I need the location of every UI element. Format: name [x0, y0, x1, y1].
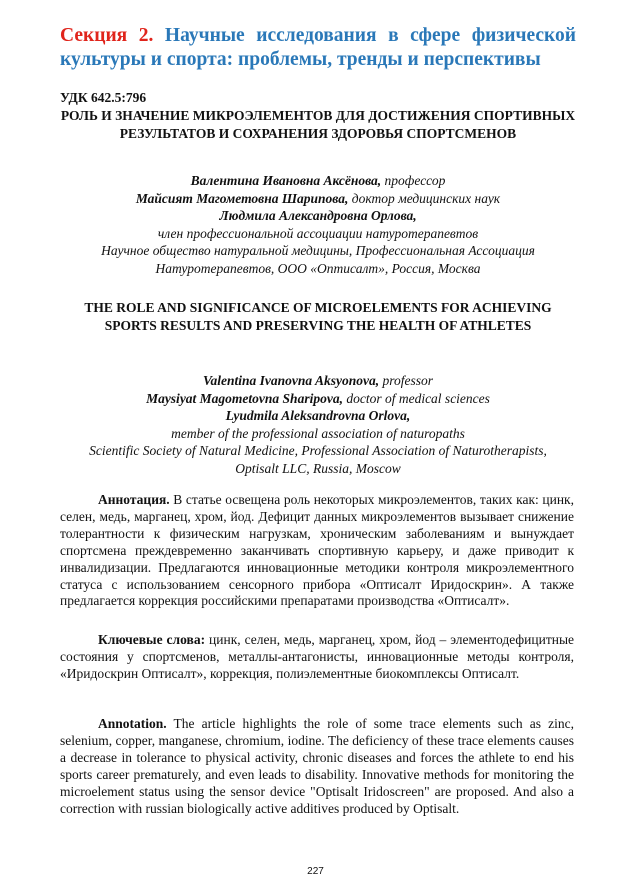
affiliation: Научное общество натуральной медицины, Профессиональная Ассоциация: [101, 243, 535, 258]
author-name: Valentina Ivanovna Aksyonova,: [202, 373, 380, 388]
author-name: Maysiyat Magometovna Sharipova,: [146, 390, 343, 406]
affiliation: Scientific Society of Natural Medicine, Professional Association of Naturotherapists,: [89, 443, 547, 458]
author-title: член профессиональной ассоциации натуротерапевтов: [157, 225, 479, 241]
author-name: Lyudmila Aleksandrovna Orlova,: [225, 408, 411, 423]
abstract-en: [60, 716, 574, 817]
article-title-en: THE ROLE AND SIGNIFICANCE OF MICROELEMENTS FOR ACHIEVING SPORTS RESULTS AND PRESERVING THE HEALTH OF ATHLETES: [84, 300, 552, 333]
author-line: [60, 372, 576, 390]
authors-block-en: [60, 372, 576, 477]
udc-code: УДК 642.5:796: [60, 90, 147, 105]
author-title: professor: [379, 373, 434, 388]
abstract-text: В статье освещена роль некоторых микроэлементов, таких как: цинк, селен, медь, марганец, хром, йод. Дефицит данных микроэлементов вызывает снижение толерантности к физическим нагрузкам, хроническим заболеваниям и вынуждает спортсмена преждевременно заканчивать спортивную карьеру, и даже приводит к инвалидизации. Предлагаются инновационные методики контроля микроэлементного статуса с использованием сенсорного прибора «Оптисалт Иридоскрин». А также предлагается коррекция российскими препаратами производства «Оптисалт».: [60, 492, 574, 609]
author-title: доктор медицинских наук: [348, 190, 501, 206]
keywords-label: Ключевые слова:: [98, 632, 206, 647]
section-heading: [60, 24, 576, 72]
keywords-ru: [60, 632, 574, 683]
keywords-text: цинк, селен, медь, марганец, хром, йод – элементодефицитные состояния у спортсменов, металлы-антагонисты, инновационные методы контроля, «Иридоскрин Оптисалт», коррекция, полиэлементные биокомплексы Оптисалт.: [60, 632, 575, 681]
author-line: [60, 172, 576, 190]
author-name: Майсият Магометовна Шарипова,: [135, 190, 349, 206]
author-title: профессор: [381, 173, 446, 188]
authors-block-ru: [60, 172, 576, 277]
affiliation: Optisalt LLC, Russia, Moscow: [235, 460, 401, 476]
section-title: Научные исследования в сфере физической культуры и спорта: проблемы, тренды и перспективы: [60, 25, 577, 70]
page-number: 227: [307, 866, 324, 877]
author-name: Валентина Ивановна Аксёнова,: [190, 173, 382, 188]
section-number: Секция 2.: [60, 25, 154, 46]
abstract-label: Аннотация.: [98, 492, 170, 507]
author-name: Людмила Александровна Орлова,: [219, 208, 417, 223]
author-line: [60, 390, 576, 408]
author-line: [60, 207, 576, 225]
author-line: [60, 190, 576, 208]
author-title: member of the professional association of naturopaths: [171, 425, 465, 441]
abstract-ru: [60, 492, 574, 610]
abstract-label: Annotation.: [98, 716, 167, 731]
affiliation: Натуротерапевтов, ООО «Оптисалт», Россия, Москва: [155, 260, 481, 276]
abstract-text: The article highlights the role of some trace elements such as zinc, selenium, copper, manganese, chromium, iodine. The deficiency of these trace elements causes a decrease in tolerance to physical activity, chronic diseases and forces the athlete to end his sports career prematurely, and even leads to disability. Innovative methods for monitoring the microelement status using the sensor device "Optisalt Iridoscreen" are proposed. And also a correction with russian biologically active additives produced by Optisalt.: [60, 716, 574, 816]
article-title-ru: РОЛЬ И ЗНАЧЕНИЕ МИКРОЭЛЕМЕНТОВ ДЛЯ ДОСТИЖЕНИЯ СПОРТИВНЫХ РЕЗУЛЬТАТОВ И СОХРАНЕНИЯ ЗДОРОВЬЯ СПОРТСМЕНОВ: [60, 108, 576, 141]
author-title: doctor of medical sciences: [342, 390, 490, 406]
author-line: [60, 407, 576, 425]
